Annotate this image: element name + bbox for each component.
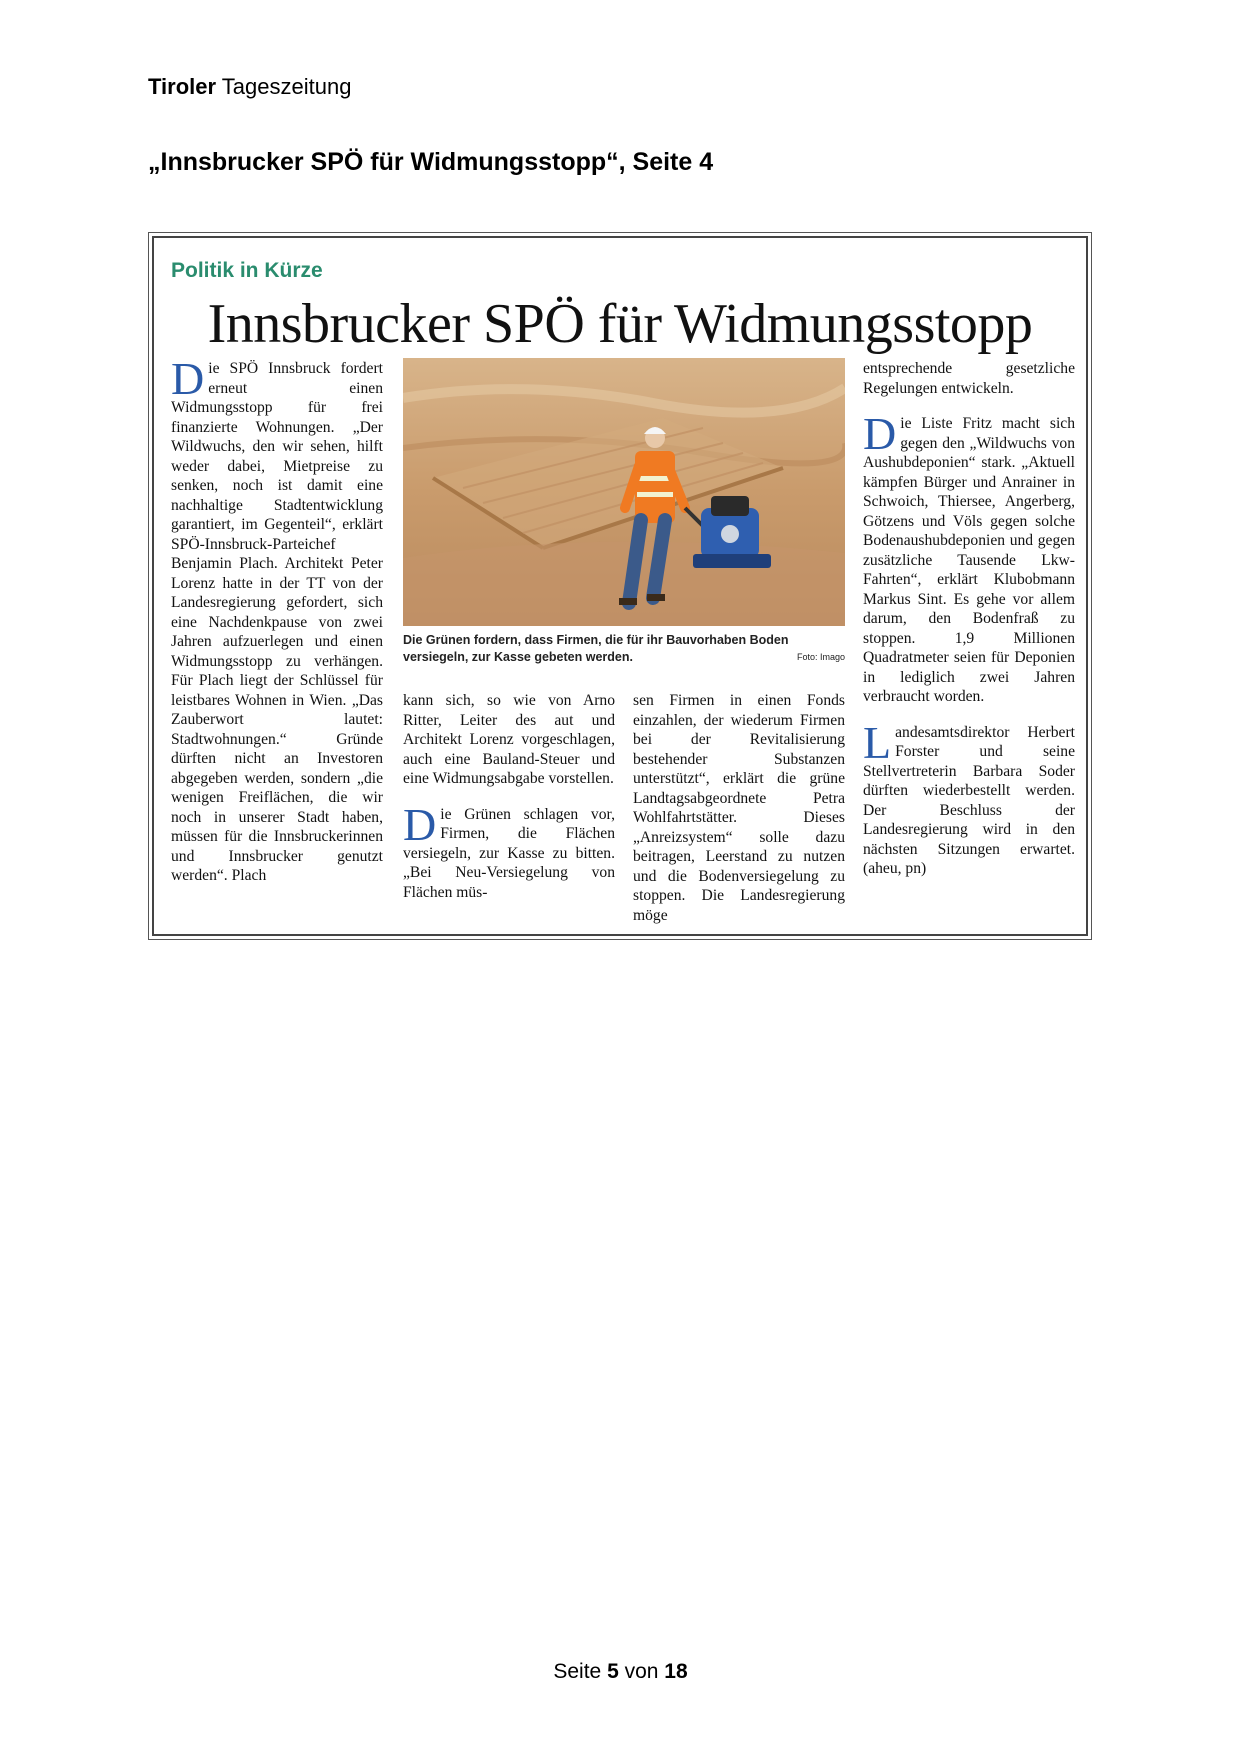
source-rest: Tageszeitung (216, 74, 352, 99)
construction-worker-photo (403, 358, 845, 626)
drop-cap: D (403, 798, 437, 850)
article-column-2 (403, 691, 615, 918)
footer-middle: von (618, 1660, 665, 1683)
drop-cap: D (171, 353, 205, 404)
column-2-paragraph-1: kann sich, so wie von Arno Ritter, Leiter des aut und Architekt Lorenz vorgeschlagen, auch eine Bauland-Steuer und eine Widmungsabgabe vorstellen. (403, 692, 615, 787)
document-title: „Innsbrucker SPÖ für Widmungsstopp“, Seite 4 (148, 148, 714, 176)
section-kicker: Politik in Kürze (171, 259, 323, 282)
caption-text: Die Grünen fordern, dass Firmen, die für ihr Bauvorhaben Boden versiegeln, zur Kasse gebeten werden. (403, 633, 789, 664)
column-4-paragraph-2: ie Liste Fritz macht sich gegen den „Wildwuchs von Aushubdeponien“ stark. „Aktuell kämpfen Bürger und Anrainer in Schwoich, Thiersee, Angerberg, Götzens und Völs gegen solche Bodenaushubdeponien und gegen zusätzliche Tausende Lkw-Fahrten“, erklärt Klubobmann Markus Sint. Es gehe vor allem darum, den Bodenfraß zu stoppen. 1,9 Millionen Quadratmeter seien für Deponien in lediglich zwei Jahren verbraucht worden. (863, 415, 1075, 705)
footer-page-total: 18 (664, 1660, 688, 1683)
article-photo (403, 358, 845, 626)
clipping-frame (152, 236, 1088, 936)
article-headline: Innsbrucker SPÖ für Widmungsstopp (207, 293, 1033, 355)
photo-caption (403, 632, 845, 666)
article-column-3 (633, 691, 845, 941)
article-column-1 (171, 353, 383, 902)
column-3-text: sen Firmen in einen Fonds einzahlen, der wiederum Firmen bei der Revitalisierung bestehender Substanzen unterstützt“, erklärt die grüne Landtagsabgeordnete Petra Wohlfahrtstätter. Dieses „Anreizsystem“ solle dazu beitragen, Leerstand zu nutzen und die Bodenversiegelung zu stoppen. Die Landesregierung möge (633, 692, 845, 924)
footer-prefix: Seite (553, 1660, 608, 1683)
newspaper-source (148, 74, 351, 100)
photo-credit: Foto: Imago (796, 652, 845, 662)
article-column-4 (863, 359, 1075, 895)
footer-page-number: 5 (607, 1660, 619, 1683)
source-bold: Tiroler (148, 74, 217, 99)
column-1-text: ie SPÖ Innsbruck fordert erneut einen Widmungsstopp für frei finanzierte Wohnungen. „Der Wildwuchs, den wir sehen, hilft weder dabei, Mietpreise zu senken, noch ist damit eine nachhaltige Stadtentwicklung garantiert, im Gegenteil“, erklärt SPÖ-Innsbruck-Parteichef Benjamin Plach. Architekt Peter Lorenz hatte in der TT von der Landesregierung gefordert, sich eine Nachdenkpause von zwei Jahren aufzuerlegen und einen Widmungsstopp zu verhängen. Für Plach liegt der Schlüssel für leistbares Wohnen in Wien. „Das Zauberwort lautet: Stadtwohnungen.“ Gründe dürften nicht an Investoren abgegeben werden, sondern „die wenigen Freiflächen, die wir noch in unserer Stadt haben, müssen für die Innsbruckerinnen und Innsbrucker genutzt werden“. Plach (171, 360, 383, 884)
column-4-paragraph-1: entsprechende gesetzliche Regelungen entwickeln. (863, 360, 1075, 397)
column-4-paragraph-3: andesamtsdirektor Herbert Forster und seine Stellvertreterin Barbara Soder dürften wiederbestellt werden. Der Beschluss der Landesregierung wird in den nächsten Sitzungen erwartet. (aheu, pn) (863, 723, 1075, 877)
column-2-paragraph-2: ie Grünen schlagen vor, Firmen, die Flächen versiegeln, zur Kasse zu bitten. „Bei Neu-Versiegelung von Flächen müs- (403, 805, 615, 901)
drop-cap: D (863, 408, 897, 459)
page-footer (0, 1660, 1241, 1684)
article-clipping (148, 232, 1092, 940)
drop-cap: L (863, 716, 892, 768)
